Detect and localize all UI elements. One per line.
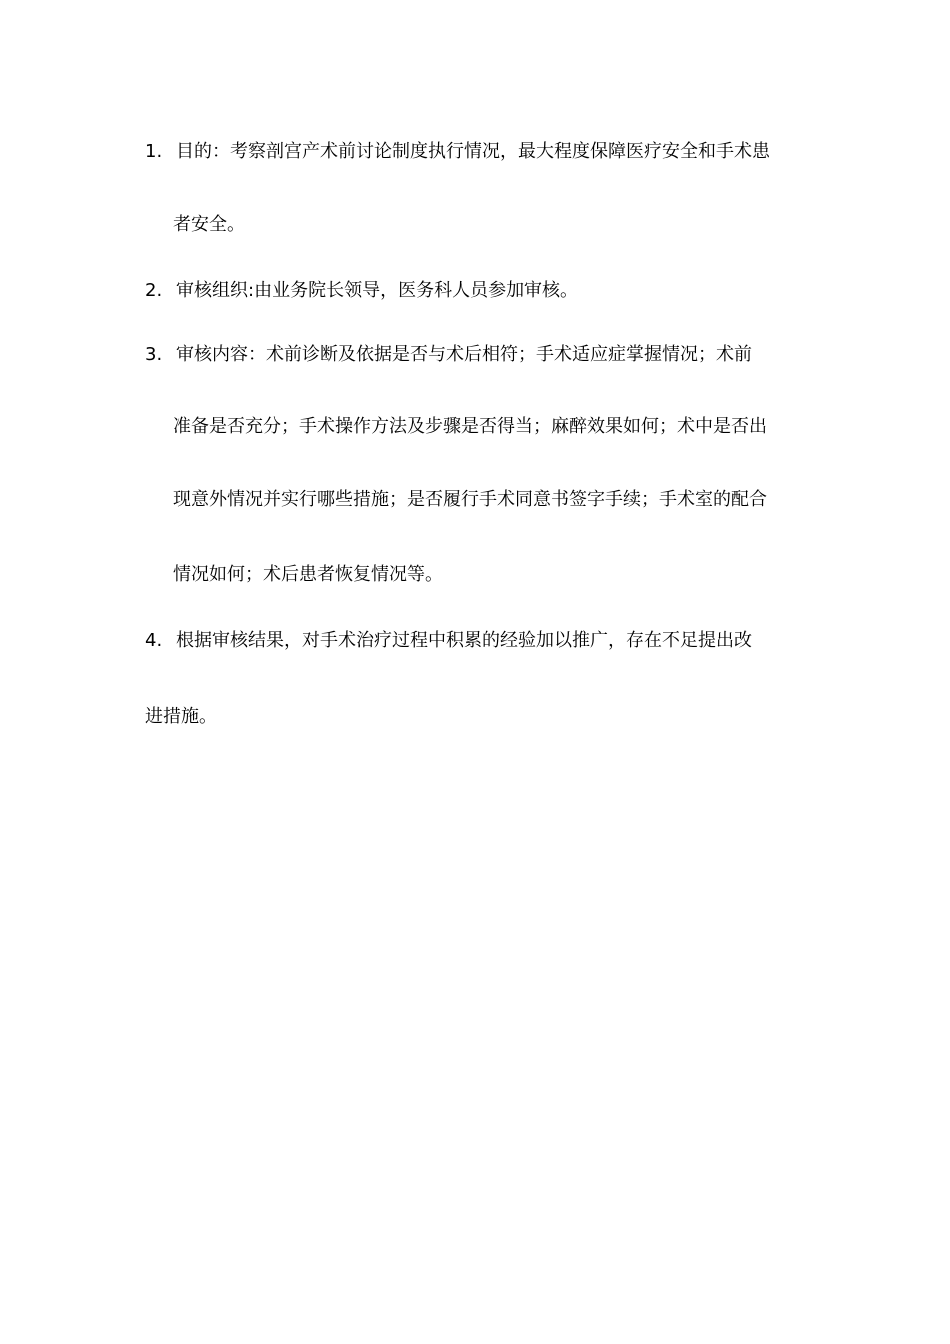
item-3-line-2: [173, 415, 767, 439]
item-1-text: 目的：考察剖宫产术前讨论制度执行情况，最大程度保障医疗安全和手术患: [176, 141, 770, 162]
item-1-number: 1.: [145, 141, 163, 162]
item-3-text-cont-1: 准备是否充分；手术操作方法及步骤是否得当；麻醉效果如何；术中是否出: [173, 416, 767, 437]
item-3-number: 3.: [145, 344, 163, 365]
item-3-line-4: [173, 563, 443, 587]
item-3-text: 审核内容：术前诊断及依据是否与术后相符；手术适应症掌握情况；术前: [176, 344, 752, 365]
item-1-line-1: [145, 140, 770, 164]
item-4-text: 根据审核结果，对手术治疗过程中积累的经验加以推广，存在不足提出改: [176, 630, 752, 651]
item-2-number: 2.: [145, 280, 163, 301]
item-2-line-1: [145, 279, 578, 303]
item-3-line-1: [145, 343, 752, 367]
item-4-number: 4.: [145, 630, 163, 651]
item-4-line-1: [145, 629, 752, 653]
item-3-line-3: [173, 488, 767, 512]
item-2-text: 审核组织:由业务院长领导，医务科人员参加审核。: [176, 280, 579, 301]
item-3-text-cont-2: 现意外情况并实行哪些措施；是否履行手术同意书签字手续；手术室的配合: [173, 489, 767, 510]
item-4-text-cont: 进措施。: [145, 706, 217, 727]
item-1-line-2: [173, 213, 245, 237]
item-4-line-2: [145, 705, 217, 729]
item-3-text-cont-3: 情况如何；术后患者恢复情况等。: [173, 564, 443, 585]
item-1-text-cont: 者安全。: [173, 214, 245, 235]
